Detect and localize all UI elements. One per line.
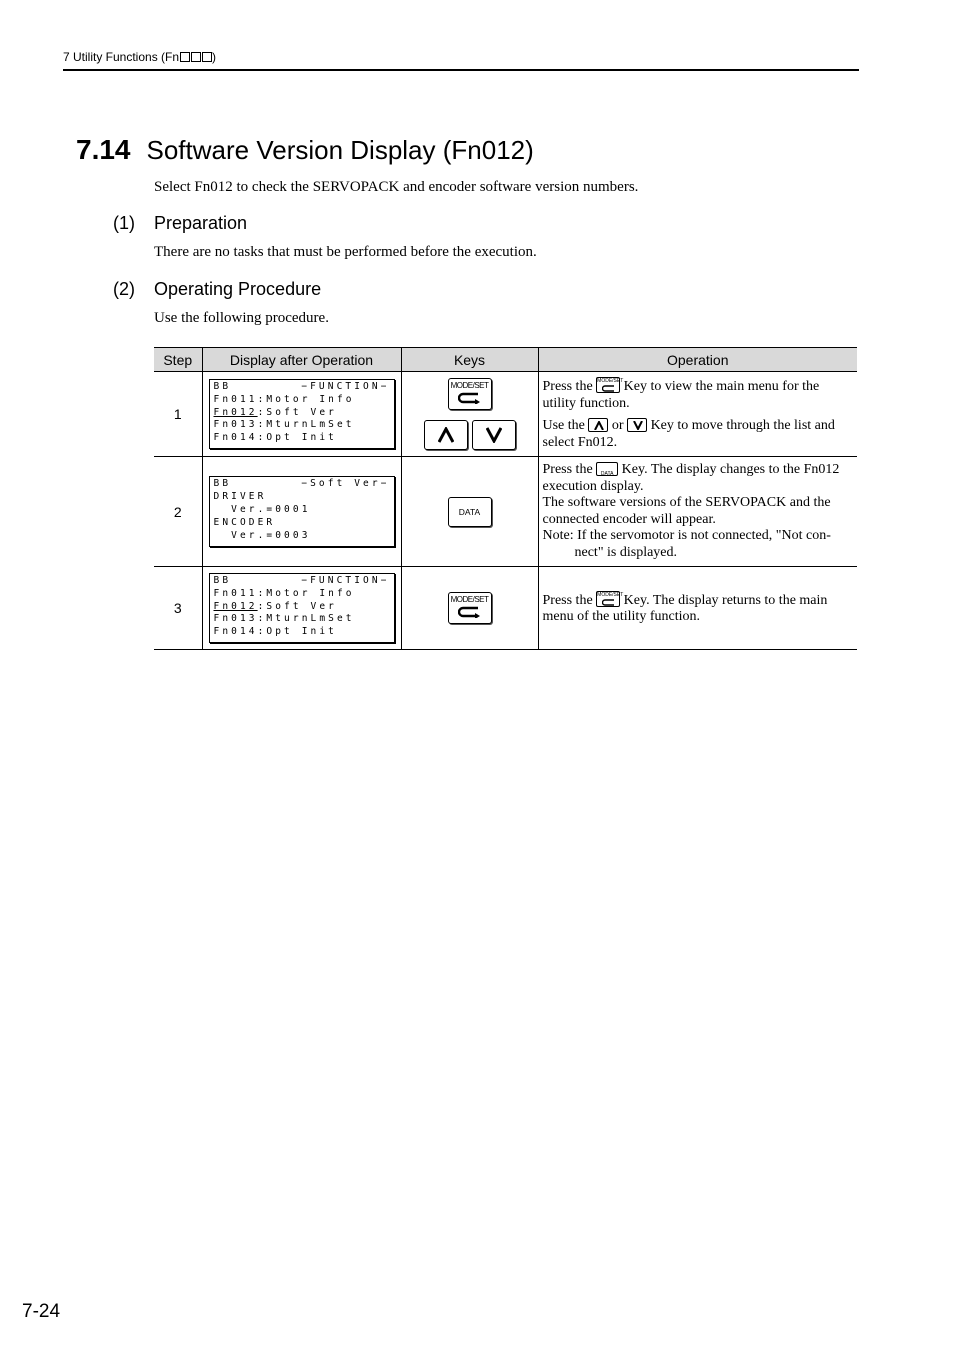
step-number: 3 xyxy=(154,567,202,650)
operation-cell: Press the DATA Key. The display changes to the Fn012 execution display. The software versions of the SERVOPACK and the connected encoder will appear. Note: If the servomotor is not connected, "Not con-nect" is displayed. xyxy=(538,457,857,567)
table-row xyxy=(154,567,857,650)
lcd-display: BB −FUNCTION− Fn011:Motor Info Fn012:Soft Ver Fn013:MturnLmSet Fn014:Opt Init xyxy=(209,573,395,643)
header-step: Step xyxy=(154,348,202,372)
procedure-table xyxy=(154,347,857,650)
data-key-icon: DATA xyxy=(596,462,618,476)
operation-cell: Press the MODE/SET Key. The display returns to the main menu of the utility function. xyxy=(538,567,857,650)
lcd-display: BB −FUNCTION− Fn011:Motor Info Fn012:Soft Ver Fn013:MturnLmSet Fn014:Opt Init xyxy=(209,379,395,449)
up-arrow-key-icon[interactable] xyxy=(424,420,468,450)
subsection-heading-preparation: (1) Preparation xyxy=(113,213,248,233)
header-display: Display after Operation xyxy=(202,348,401,372)
mode-set-key-icon: MODE/SET xyxy=(596,591,620,607)
lcd-display: BB −Soft Ver− DRIVER Ver.=0001 ENCODER Ver.=0003 xyxy=(209,476,395,546)
up-arrow-key-icon xyxy=(588,418,608,432)
operation-cell: Press the MODE/SET Key to view the main menu for the utility function. Use the or Key to move through the list and select Fn012. xyxy=(538,372,857,457)
section-title: 7.14 Software Version Display (Fn012) xyxy=(76,134,534,165)
header-keys: Keys xyxy=(401,348,538,372)
step-number: 1 xyxy=(154,372,202,457)
table-row xyxy=(154,457,857,567)
table-row xyxy=(154,372,857,457)
running-header: 7 Utility Functions (Fn ) xyxy=(63,50,217,64)
mode-set-key-icon[interactable]: MODE/SET xyxy=(448,378,492,410)
header-rule xyxy=(63,69,859,71)
procedure-text: Use the following procedure. xyxy=(154,310,329,326)
step-number: 2 xyxy=(154,457,202,567)
preparation-text: There are no tasks that must be performed before the execution. xyxy=(154,244,537,260)
header-operation: Operation xyxy=(538,348,857,372)
table-header-row xyxy=(154,348,857,372)
data-key-icon[interactable]: DATA xyxy=(448,497,492,527)
page-number: 7-24 xyxy=(22,1301,61,1322)
down-arrow-key-icon[interactable] xyxy=(472,420,516,450)
mode-set-key-icon: MODE/SET xyxy=(596,377,620,393)
subsection-heading-operating-procedure: (2) Operating Procedure xyxy=(113,279,322,299)
mode-set-key-icon[interactable]: MODE/SET xyxy=(448,592,492,624)
intro-paragraph: Select Fn012 to check the SERVOPACK and encoder software version numbers. xyxy=(154,179,639,195)
down-arrow-key-icon xyxy=(627,418,647,432)
